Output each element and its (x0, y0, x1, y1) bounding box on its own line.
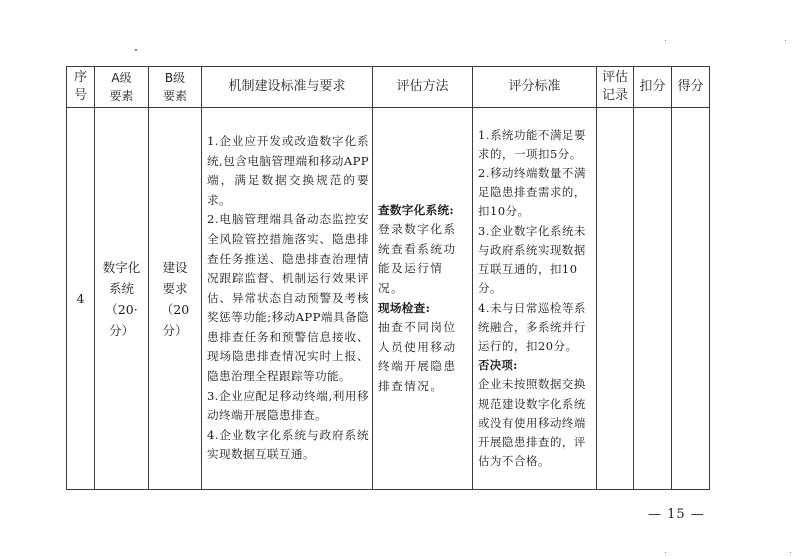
header-index (67, 67, 95, 108)
evaluation-table (66, 66, 710, 490)
criteria-item-2: 2.移动终端数量不满足隐患排查需求的，扣10分。 (478, 166, 586, 219)
table-row (67, 108, 710, 490)
a-element-line: 系统 (108, 280, 134, 296)
method-site-check-text: 抽查不同岗位人员使用移动终端开展隐患排查情况。 (378, 320, 457, 393)
standard-item-3: 3.企业应配足移动终端,利用移动终端开展隐患排查。 (207, 388, 369, 423)
header-criteria: 评分标准 (473, 67, 597, 108)
row-record (597, 108, 634, 490)
header-a-element-line-2: 要素 (109, 89, 134, 103)
a-element-line: 数字化 (102, 259, 141, 275)
standard-item-1: 1.企业应开发或改造数字化系统,包含电脑管理端和移动APP端，满足数据交换规范的要求。 (207, 133, 369, 207)
header-b-element (149, 67, 202, 108)
row-b-element (149, 108, 202, 490)
table-header-row (67, 67, 710, 108)
header-score: 得分 (672, 67, 710, 108)
criteria-veto-heading: 否决项: (478, 358, 518, 373)
criteria-veto-text: 企业未按照数据交换规范建设数字化系统或没有使用移动终端开展隐患排查的，评估为不合格。 (478, 377, 586, 469)
scan-speck (785, 40, 786, 41)
b-element-line: 建设 (162, 259, 188, 275)
b-element-line: （20 (160, 301, 190, 317)
header-a-element (95, 67, 149, 108)
header-b-element-line-2: 要素 (162, 89, 187, 103)
header-b-element-line-1: B级 (164, 71, 186, 85)
row-score (672, 108, 710, 490)
scan-speck (665, 40, 666, 41)
header-method: 评估方法 (373, 67, 473, 108)
b-element-line: 分） (162, 322, 188, 338)
row-method (373, 108, 473, 490)
scan-speck (790, 552, 791, 553)
scan-speck (665, 552, 666, 553)
b-element-line: 要求 (162, 280, 188, 296)
criteria-item-1: 1.系统功能不满足要求的，一项扣5分。 (478, 127, 586, 161)
header-standard: 机制建设标准与要求 (202, 67, 373, 108)
header-index-line-1: 序 (73, 70, 87, 85)
row-standard (202, 108, 373, 490)
scan-speck (135, 49, 137, 51)
row-index: 4 (67, 108, 95, 490)
method-heading-site-check: 现场检查: (378, 300, 431, 315)
a-element-line: 分） (108, 322, 134, 338)
header-deduction: 扣分 (634, 67, 672, 108)
header-record-line-1: 评估 (601, 70, 628, 85)
standard-item-2: 2.电脑管理端具备动态监控安全风险管控措施落实、隐患排查任务推送、隐患排查治理情况跟踪监督、机制运行效果评估、异常状态自动预警及考核奖惩等功能;移动APP端具备隐患排查任务和预警信息接收、现场隐患排查情况实时上报、隐患治理全程跟踪等功能。 (207, 212, 369, 384)
method-system-check-text: 登录数字化系统查看系统功能及运行情况。 (378, 222, 457, 295)
header-record (597, 67, 634, 108)
a-element-line: （20· (105, 301, 138, 317)
header-a-element-line-1: A级 (111, 71, 132, 85)
criteria-item-3: 3.企业数字化系统未与政府系统实现数据互联互通的，扣10分。 (478, 223, 586, 296)
standard-item-4: 4.企业数字化系统与政府系统实现数据互联互通。 (207, 427, 369, 462)
row-criteria (473, 108, 597, 490)
header-record-line-2: 记录 (601, 88, 628, 103)
header-index-line-2: 号 (73, 88, 87, 103)
row-deduction (634, 108, 672, 490)
row-a-element (95, 108, 149, 490)
page-number: — 15 — (648, 507, 705, 522)
method-heading-system-check: 查数字化系统: (378, 202, 454, 217)
criteria-item-4: 4.未与日常巡检等系统融合，多系统并行运行的，扣20分。 (478, 300, 586, 353)
